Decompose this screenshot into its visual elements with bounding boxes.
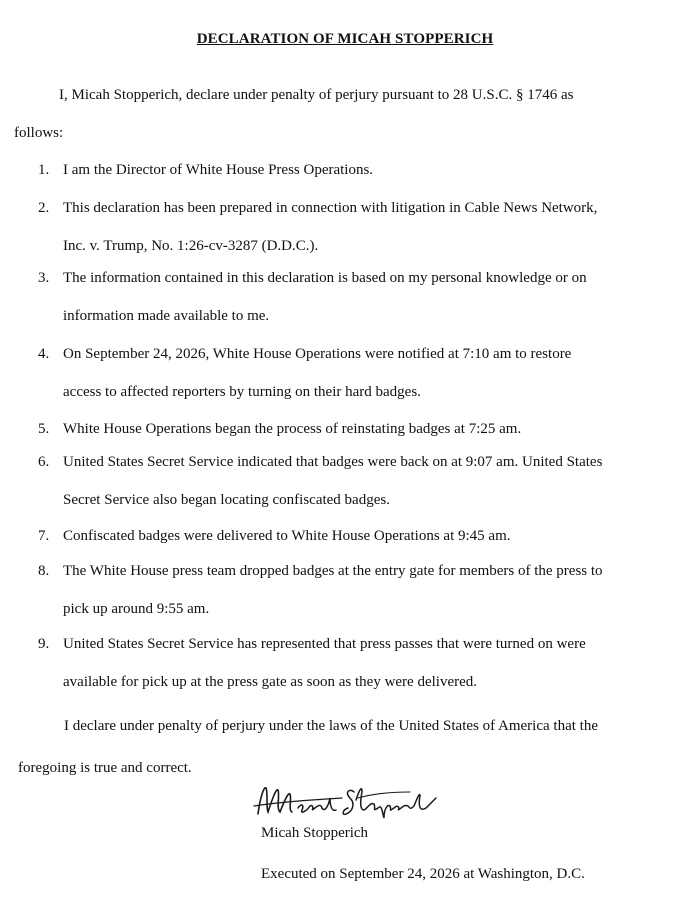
closing-line-2: foregoing is true and correct. — [18, 760, 192, 776]
list-item-text: Inc. v. Trump, No. 1:26-cv-3287 (D.D.C.). — [63, 238, 319, 254]
intro-line-2: follows: — [14, 125, 64, 141]
list-item-text: This declaration has been prepared in connection with litigation in Cable News Network, — [63, 200, 598, 216]
list-item-number: 8. — [38, 563, 50, 579]
handwritten-signature — [250, 778, 440, 828]
list-item-number: 5. — [38, 421, 50, 437]
list-item-text: White House Operations began the process of reinstating badges at 7:25 am. — [63, 421, 522, 437]
list-item-text: The information contained in this declaration is based on my personal knowledge or on — [63, 270, 587, 286]
list-item-number: 6. — [38, 454, 50, 470]
list-item-text: I am the Director of White House Press Operations. — [63, 162, 374, 178]
list-item-text: United States Secret Service has represented that press passes that were turned on were — [63, 636, 586, 652]
list-item-number: 3. — [38, 270, 50, 286]
list-item-number: 2. — [38, 200, 50, 216]
execution-statement: Executed on September 24, 2026 at Washington, D.C. — [261, 866, 585, 882]
list-item-number: 9. — [38, 636, 50, 652]
list-item-text: pick up around 9:55 am. — [63, 601, 210, 617]
list-item-text: available for pick up at the press gate as soon as they were delivered. — [63, 674, 478, 690]
list-item-number: 1. — [38, 162, 50, 178]
list-item-text: On September 24, 2026, White House Operations were notified at 7:10 am to restore — [63, 346, 572, 362]
list-item-text: United States Secret Service indicated that badges were back on at 9:07 am. United States — [63, 454, 603, 470]
intro-line-1: I, Micah Stopperich, declare under penalty of perjury pursuant to 28 U.S.C. § 1746 as — [59, 87, 574, 103]
list-item-number: 4. — [38, 346, 50, 362]
list-item-text: access to affected reporters by turning on their hard badges. — [63, 384, 421, 400]
signatory-name: Micah Stopperich — [261, 825, 369, 841]
list-item-text: information made available to me. — [63, 308, 270, 324]
list-item-number: 7. — [38, 528, 50, 544]
list-item-text: The White House press team dropped badges at the entry gate for members of the press to — [63, 563, 603, 579]
list-item-text: Secret Service also began locating confiscated badges. — [63, 492, 390, 508]
list-item-text: Confiscated badges were delivered to White House Operations at 9:45 am. — [63, 528, 511, 544]
closing-line-1: I declare under penalty of perjury under the laws of the United States of America that the — [64, 718, 598, 734]
document-title: DECLARATION OF MICAH STOPPERICH — [196, 31, 494, 47]
